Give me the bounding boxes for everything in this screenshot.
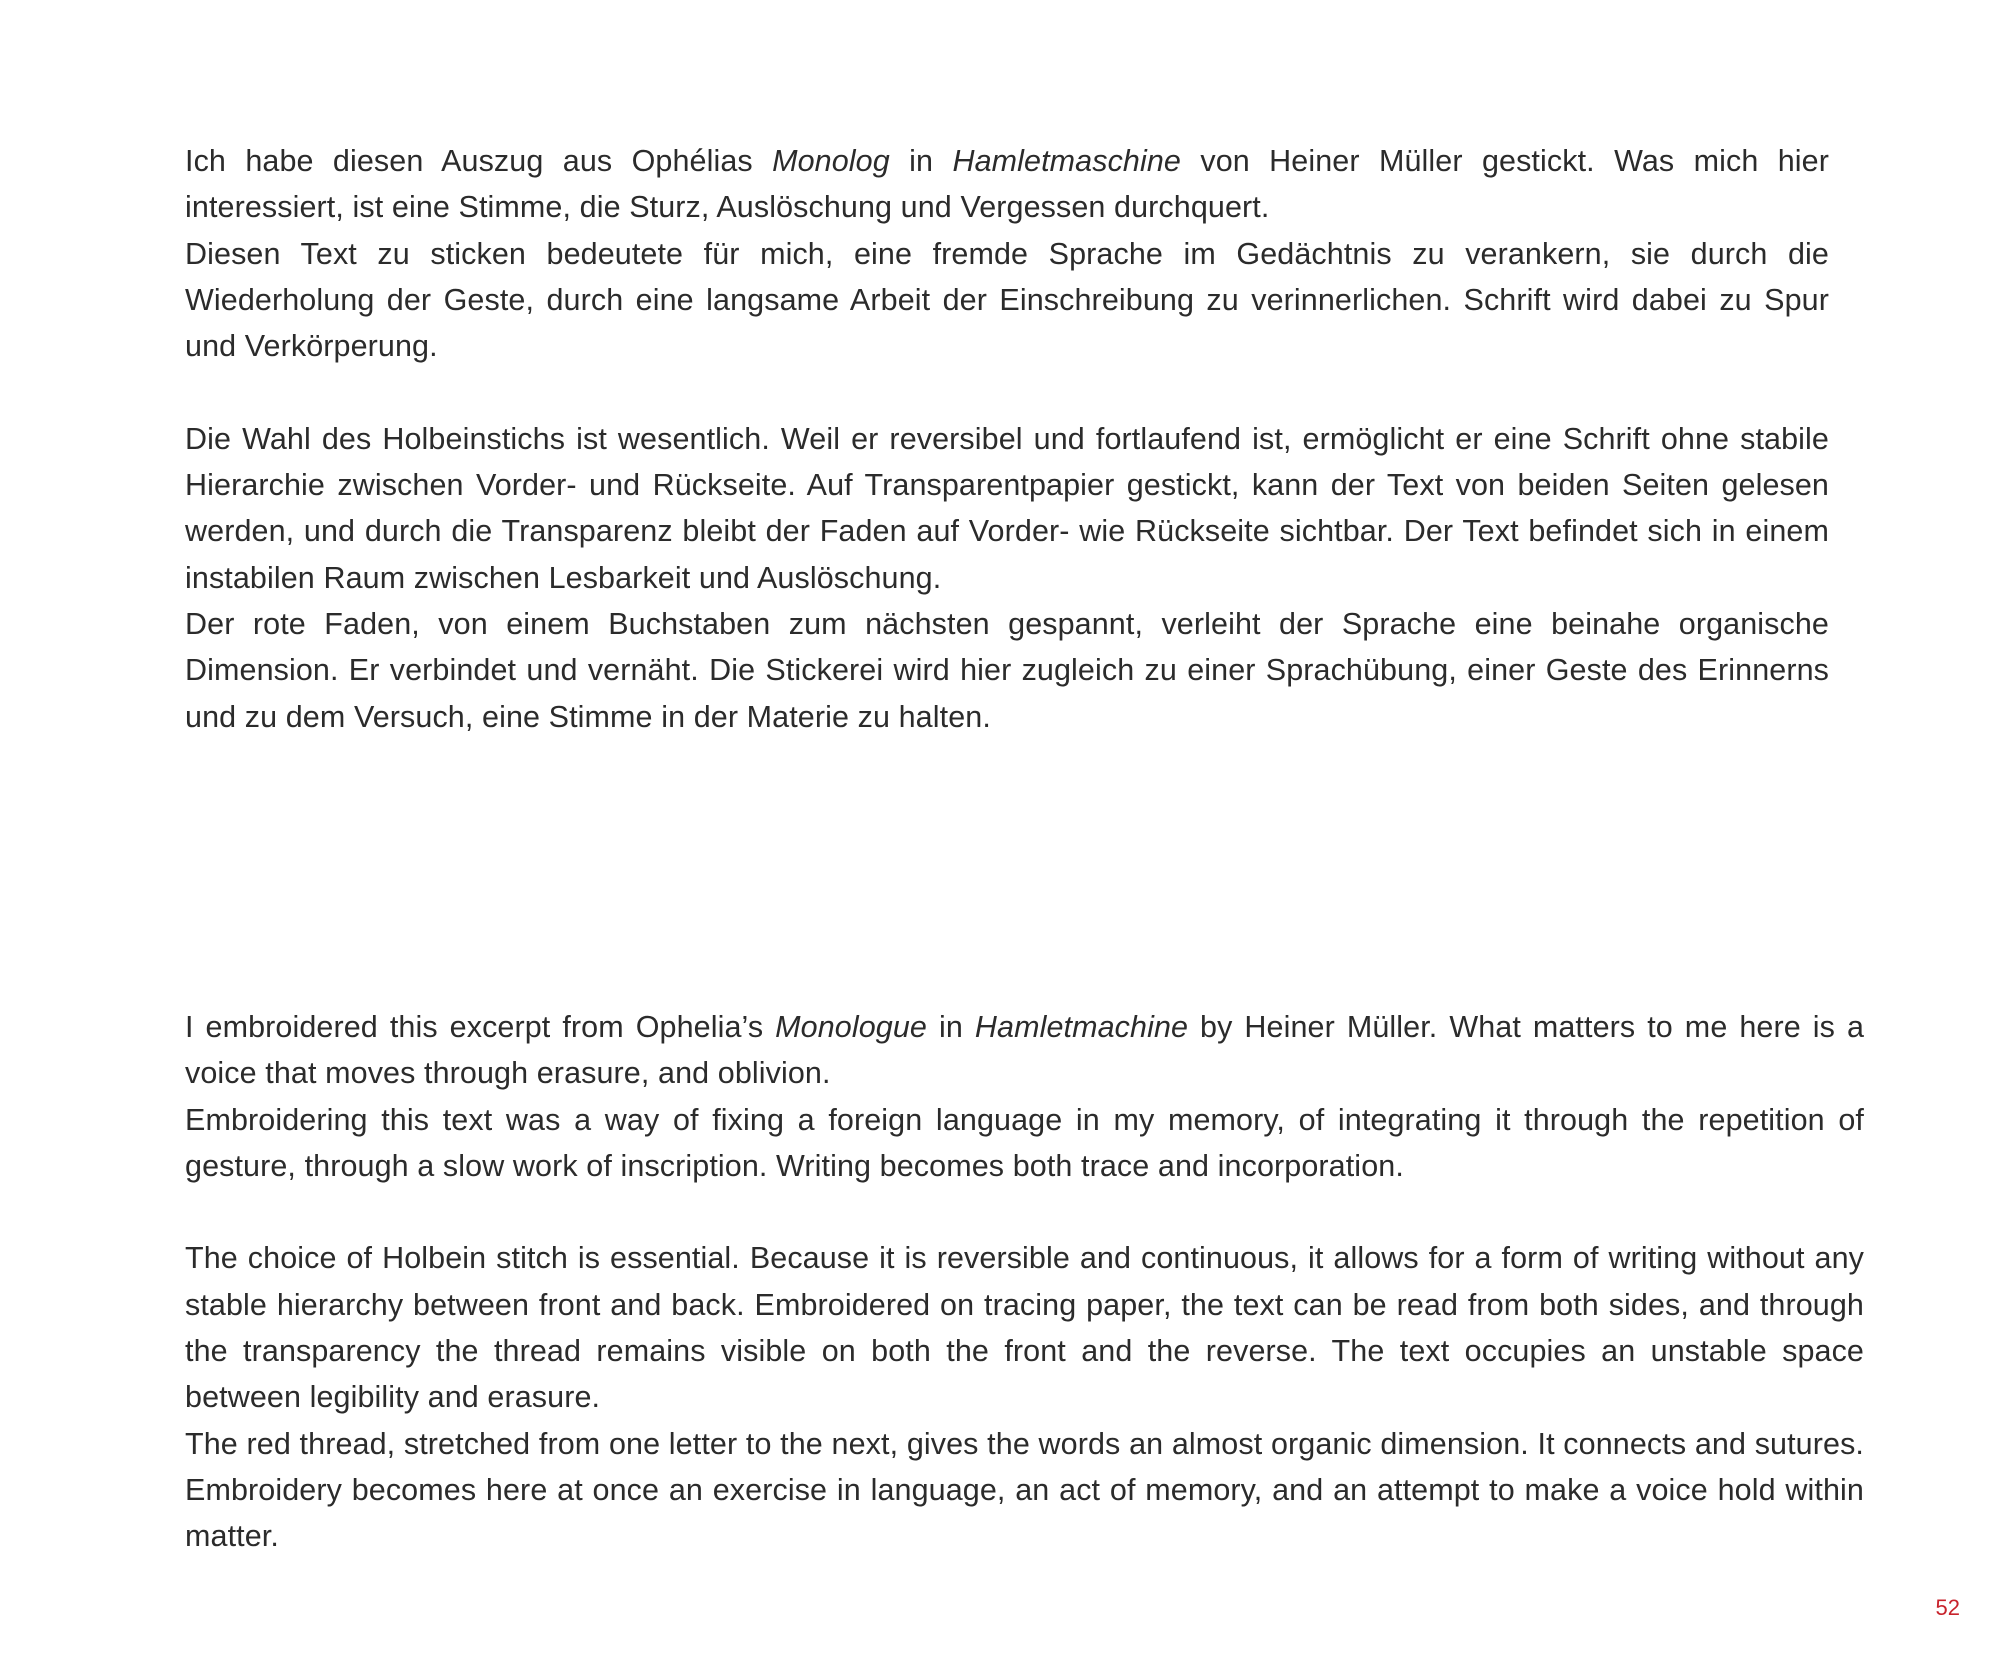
german-text-block xyxy=(185,138,1829,740)
english-paragraph-1: I embroidered this excerpt from Ophelia’s Monologue in Hamletmachine by Heiner Müller. What matters to me here is a voice that moves through erasure, and oblivion. xyxy=(185,1010,1865,1091)
english-paragraph-4: The red thread, stretched from one letter to the next, gives the words an almost organic dimension. It connects and sutures. Embroidery becomes here at once an exercise in language, an act of memory, and an attempt to make a voice hold within matter. xyxy=(185,1426,1864,1554)
paragraph-gap xyxy=(185,369,1829,415)
title-monolog: Monolog xyxy=(772,144,890,178)
english-paragraph-3: The choice of Holbein stitch is essential. Because it is reversible and continuous, it allows for a form of writing without any stable hierarchy between front and back. Embroidered on tracing paper, the text can be read from both sides, and through the transparency the thread remains visible on both the front and the reverse. The text occupies an unstable space between legibility and erasure. xyxy=(185,1241,1864,1415)
german-paragraph-2: Diesen Text zu sticken bedeutete für mich, eine fremde Sprache im Gedächtnis zu verankern, sie durch die Wiederholung der Geste, durch eine langsame Arbeit der Einschreibung zu verinnerlichen. Schrift wird dabei zu Spur und Verkörperung. xyxy=(185,236,1829,364)
page-number: 52 xyxy=(1935,1595,1960,1620)
title-hamletmaschine-de: Hamletmaschine xyxy=(952,144,1181,178)
paragraph-gap xyxy=(185,1189,1864,1235)
title-hamletmachine-en: Hamletmachine xyxy=(974,1010,1189,1044)
english-text-block xyxy=(185,1004,1864,1560)
title-monologue: Monologue xyxy=(775,1010,927,1044)
german-paragraph-3: Die Wahl des Holbeinstichs ist wesentlich. Weil er reversibel und fortlaufend ist, ermöglicht er eine Schrift ohne stabile Hierarchie zwischen Vorder- und Rückseite. Auf Transparentpapier gestickt, kann der Text von beiden Seiten gelesen werden, und durch die Transparenz bleibt der Faden auf Vorder- wie Rückseite sichtbar. Der Text befindet sich in einem instabilen Raum zwischen Lesbarkeit und Auslöschung. xyxy=(185,421,1829,595)
english-paragraph-2: Embroidering this text was a way of fixing a foreign language in my memory, of integrating it through the repetition of gesture, through a slow work of inscription. Writing becomes both trace and incorporation. xyxy=(185,1102,1864,1183)
german-paragraph-1: Ich habe diesen Auszug aus Ophélias Monolog in Hamletmaschine von Heiner Müller gestickt. Was mich hier interessiert, ist eine Stimme, die Sturz, Auslöschung und Vergessen durchquert. xyxy=(185,144,1829,225)
german-paragraph-4: Der rote Faden, von einem Buchstaben zum nächsten gespannt, verleiht der Sprache eine beinahe organische Dimension. Er verbindet und vernäht. Die Stickerei wird hier zugleich zu einer Sprachübung, einer Geste des Erinnerns und zu dem Versuch, eine Stimme in der Materie zu halten. xyxy=(185,606,1829,734)
